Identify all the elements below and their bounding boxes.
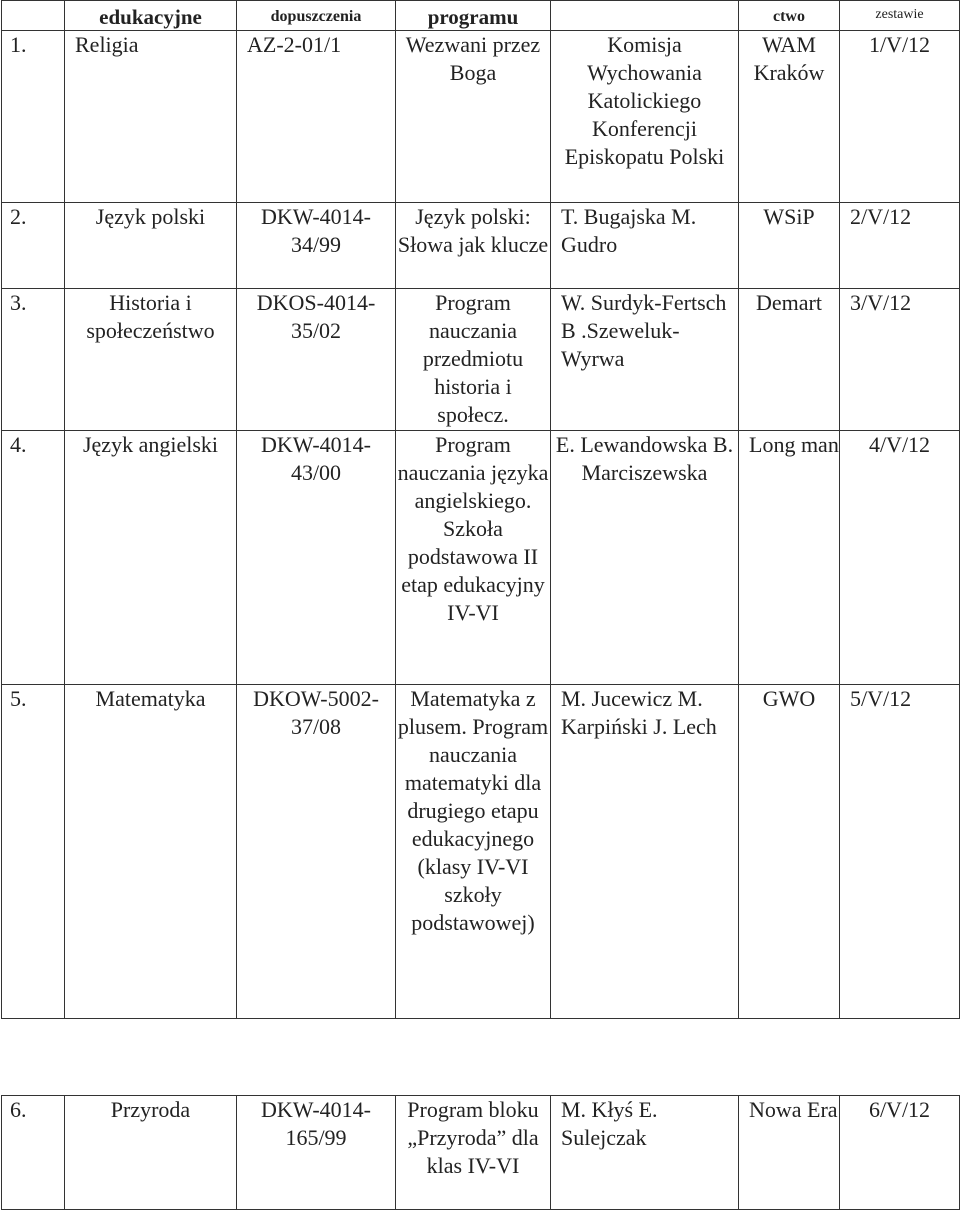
code-cell: DKOS-4014-35/02: [237, 289, 396, 431]
header-col-code: dopuszczenia: [237, 1, 396, 31]
curriculum-table: [1, 0, 960, 1019]
program-cell: Język polski: Słowa jak klucze: [396, 203, 551, 289]
header-col-num: [2, 1, 65, 31]
header-col-subject: edukacyjne: [65, 1, 237, 31]
authors-cell: Komisja Wychowania Katolickiego Konferencji Episkopatu Polski: [551, 31, 739, 203]
table-row: [2, 289, 960, 431]
entry-cell: 3/V/12: [840, 289, 960, 431]
publisher-cell: Demart: [739, 289, 840, 431]
code-cell: DKW-4014-43/00: [237, 431, 396, 685]
entry-cell: 4/V/12: [840, 431, 960, 685]
row-number: 6.: [2, 1096, 65, 1210]
table-row: [2, 1096, 960, 1210]
program-cell: Program nauczania przedmiotu historia i społecz.: [396, 289, 551, 431]
subject-cell: Religia: [65, 31, 237, 203]
code-cell: DKW-4014-165/99: [237, 1096, 396, 1210]
subject-cell: Historia i społeczeństwo: [65, 289, 237, 431]
authors-cell: W. Surdyk-Fertsch B .Szeweluk-Wyrwa: [551, 289, 739, 431]
entry-cell: 5/V/12: [840, 685, 960, 1019]
subject-cell: Język angielski: [65, 431, 237, 685]
curriculum-table-continued: [1, 1095, 960, 1210]
entry-cell: 2/V/12: [840, 203, 960, 289]
publisher-cell: WSiP: [739, 203, 840, 289]
row-number: 4.: [2, 431, 65, 685]
table-row: [2, 31, 960, 203]
table-row: [2, 203, 960, 289]
program-cell: Program nauczania języka angielskiego. Szkoła podstawowa II etap edukacyjny IV-VI: [396, 431, 551, 685]
program-cell: Wezwani przez Boga: [396, 31, 551, 203]
row-number: 5.: [2, 685, 65, 1019]
header-col-entry: zestawie: [840, 1, 960, 31]
subject-cell: Matematyka: [65, 685, 237, 1019]
code-cell: AZ-2-01/1: [237, 31, 396, 203]
authors-cell: E. Lewandowska B. Marciszewska: [551, 431, 739, 685]
entry-cell: 6/V/12: [840, 1096, 960, 1210]
authors-cell: M. Kłyś E. Sulejczak: [551, 1096, 739, 1210]
row-number: 3.: [2, 289, 65, 431]
subject-cell: Język polski: [65, 203, 237, 289]
program-cell: Matematyka z plusem. Program nauczania matematyki dla drugiego etapu edukacyjnego (klasy IV-VI szkoły podstawowej): [396, 685, 551, 1019]
row-number: 1.: [2, 31, 65, 203]
row-number: 2.: [2, 203, 65, 289]
program-cell: Program bloku „Przyroda” dla klas IV-VI: [396, 1096, 551, 1210]
table-row: [2, 431, 960, 685]
entry-cell: 1/V/12: [840, 31, 960, 203]
publisher-cell: Nowa Era: [739, 1096, 840, 1210]
subject-cell: Przyroda: [65, 1096, 237, 1210]
authors-cell: M. Jucewicz M. Karpiński J. Lech: [551, 685, 739, 1019]
header-col-publisher: ctwo: [739, 1, 840, 31]
publisher-cell: Long man: [739, 431, 840, 685]
publisher-cell: WAM Kraków: [739, 31, 840, 203]
header-col-program: programu: [396, 1, 551, 31]
header-col-authors: [551, 1, 739, 31]
header-row: [2, 1, 960, 31]
code-cell: DKOW-5002-37/08: [237, 685, 396, 1019]
code-cell: DKW-4014-34/99: [237, 203, 396, 289]
table-row: [2, 685, 960, 1019]
publisher-cell: GWO: [739, 685, 840, 1019]
authors-cell: T. Bugajska M. Gudro: [551, 203, 739, 289]
